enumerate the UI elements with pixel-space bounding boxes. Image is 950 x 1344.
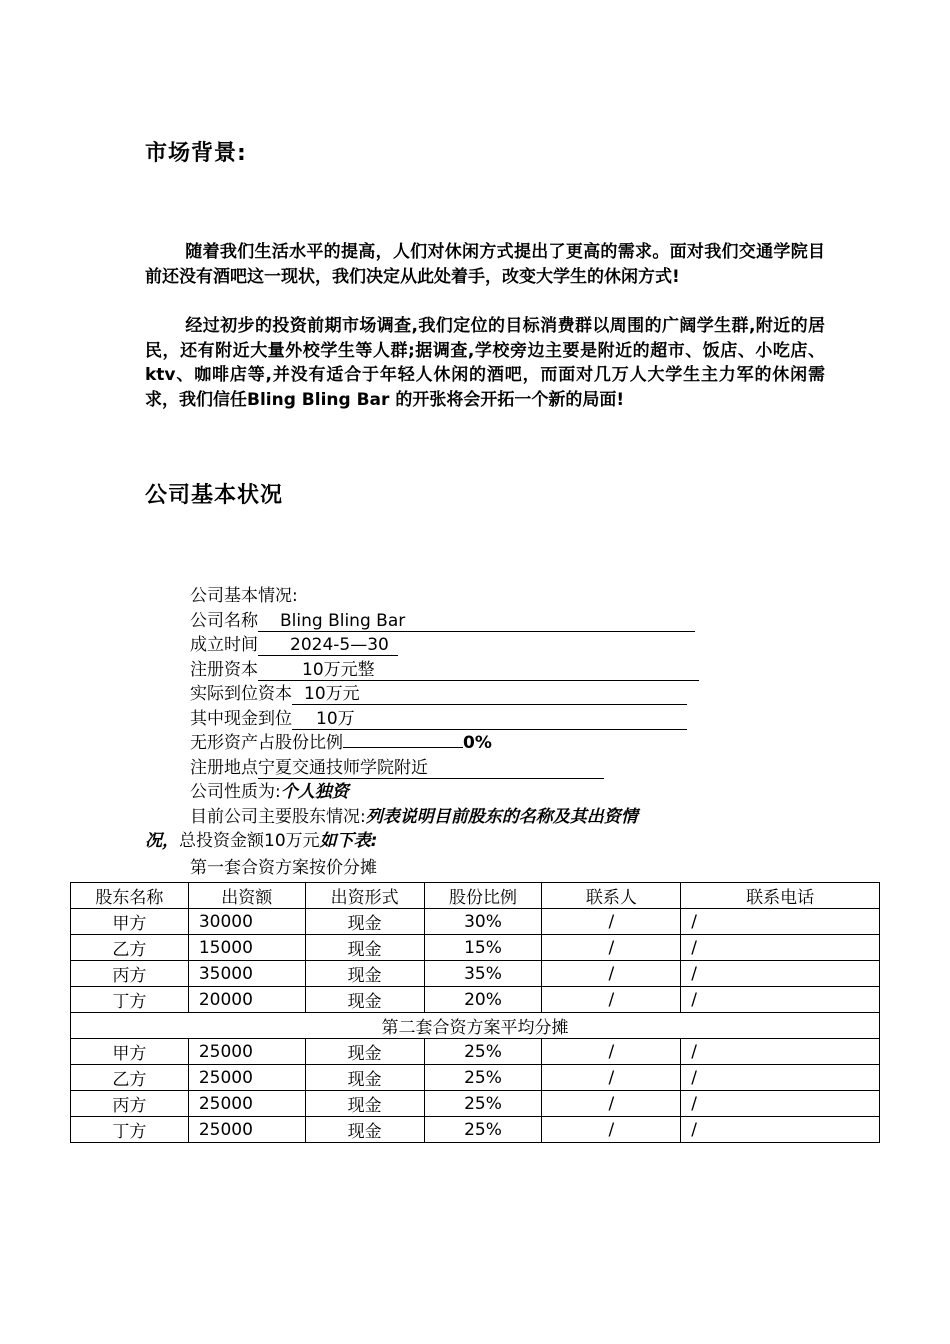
paid-in-capital-value: 10万元 (292, 684, 687, 705)
cell-form: 现金 (305, 909, 424, 935)
cell-shareholder: 甲方 (71, 909, 189, 935)
cell-contact: / (542, 1065, 681, 1091)
table-row (71, 1091, 880, 1117)
company-name-value: Bling Bling Bar (258, 611, 695, 632)
cell-share: 15% (424, 935, 542, 961)
cell-form: 现金 (305, 1065, 424, 1091)
cell-phone: / (681, 1039, 880, 1065)
table-row (71, 961, 880, 987)
header-amount: 出资额 (188, 883, 305, 909)
cell-contact: / (542, 961, 681, 987)
cell-form: 现金 (305, 987, 424, 1013)
cell-share: 25% (424, 1117, 542, 1143)
cell-share: 25% (424, 1039, 542, 1065)
cell-shareholder: 丁方 (71, 1117, 189, 1143)
company-name-label: 公司名称 (190, 610, 258, 631)
cell-contact: / (542, 987, 681, 1013)
header-contact: 联系人 (542, 883, 681, 909)
cell-shareholder: 甲方 (71, 1039, 189, 1065)
section-title-company: 公司基本状况 (145, 483, 284, 508)
cell-shareholder: 丁方 (71, 987, 189, 1013)
paragraph-1 (145, 240, 825, 289)
table-row (71, 1039, 880, 1065)
shareholders-desc-b-prefix: 况， (145, 831, 179, 851)
cell-form: 现金 (305, 935, 424, 961)
cell-amount: 25000 (188, 1117, 305, 1143)
cell-form: 现金 (305, 961, 424, 987)
cell-shareholder: 丙方 (71, 1091, 189, 1117)
cell-contact: / (542, 1039, 681, 1065)
cell-share: 30% (424, 909, 542, 935)
section-title-market: 市场背景: (145, 141, 247, 166)
founded-row (190, 633, 699, 658)
address-label: 注册地点 (190, 757, 258, 778)
plan2-title: 第二套合资方案平均分摊 (71, 1013, 880, 1039)
cell-contact: / (542, 1117, 681, 1143)
paragraph-1-text: 随着我们生活水平的提高，人们对休闲方式提出了更高的需求。面对我们交通学院目前还没有酒吧这一现状，我们决定从此处着手，改变大学生的休闲方式! (145, 242, 825, 287)
cell-amount: 20000 (188, 987, 305, 1013)
cell-form: 现金 (305, 1117, 424, 1143)
cell-share: 25% (424, 1065, 542, 1091)
info-heading: 公司基本情况: (190, 586, 298, 606)
plan2-title-row (71, 1013, 880, 1039)
intangible-value: 0% (463, 733, 492, 753)
cell-share: 20% (424, 987, 542, 1013)
cell-contact: / (542, 935, 681, 961)
header-shareholder: 股东名称 (71, 883, 189, 909)
founded-label: 成立时间 (190, 635, 258, 655)
shareholders-desc-b-suffix: 如下表: (319, 831, 378, 851)
intangible-row (190, 731, 699, 756)
cell-form: 现金 (305, 1039, 424, 1065)
shareholders-label: 目前公司主要股东情况: (190, 806, 366, 827)
cell-share: 35% (424, 961, 542, 987)
cell-amount: 25000 (188, 1091, 305, 1117)
registered-capital-value: 10万元整 (258, 660, 699, 681)
cash-paid-value: 10万 (292, 709, 687, 730)
cell-shareholder: 乙方 (71, 935, 189, 961)
cell-shareholder: 丙方 (71, 961, 189, 987)
cell-phone: / (681, 987, 880, 1013)
cell-amount: 25000 (188, 1065, 305, 1091)
paid-in-capital-label: 实际到位资本 (190, 684, 292, 704)
registered-capital-row (190, 658, 699, 683)
cell-form: 现金 (305, 1091, 424, 1117)
address-value: 宁夏交通技师学院附近 (258, 758, 604, 779)
shareholders-row (190, 805, 699, 830)
table-row (71, 935, 880, 961)
cash-paid-row (190, 707, 699, 732)
cell-amount: 35000 (188, 961, 305, 987)
table-header-row (71, 883, 880, 909)
cell-amount: 30000 (188, 909, 305, 935)
cell-phone: / (681, 961, 880, 987)
table-row (71, 1065, 880, 1091)
cell-share: 25% (424, 1091, 542, 1117)
header-form: 出资形式 (305, 883, 424, 909)
shareholder-table (70, 882, 880, 1143)
cell-amount: 25000 (188, 1039, 305, 1065)
company-info-block (190, 584, 699, 829)
cell-shareholder: 乙方 (71, 1065, 189, 1091)
cell-contact: / (542, 1091, 681, 1117)
cell-phone: / (681, 1091, 880, 1117)
nature-label: 公司性质为: (190, 782, 281, 802)
shareholders-desc-b-mid: 总投资金额10万元 (179, 831, 320, 851)
cell-phone: / (681, 1117, 880, 1143)
paragraph-2-text: 经过初步的投资前期市场调查,我们定位的目标消费群以周围的广阔学生群,附近的居民，还有附近大量外校学生等人群;据调查,学校旁边主要是附近的超市、饭店、小吃店、ktv、咖啡店等,并没有适合于年轻人休闲的酒吧，而面对几万人大学生主力军的休闲需求，我们信任Bling Bling Bar 的开张将会开拓一个新的局面! (145, 316, 825, 410)
nature-row (190, 780, 699, 805)
shareholders-desc-a: 列表说明目前股东的名称及其出资情 (365, 806, 638, 827)
paragraph-2 (145, 314, 825, 412)
table-row (71, 909, 880, 935)
shareholders-continuation (145, 829, 377, 854)
cell-amount: 15000 (188, 935, 305, 961)
company-name-row (190, 609, 699, 634)
cell-phone: / (681, 935, 880, 961)
header-share: 股份比例 (424, 883, 542, 909)
cell-phone: / (681, 1065, 880, 1091)
cell-phone: / (681, 909, 880, 935)
intangible-underline (343, 747, 463, 748)
plan1-title: 第一套合资方案按价分摊 (190, 858, 377, 878)
table-row (71, 1117, 880, 1143)
intangible-label: 无形资产占股份比例 (190, 733, 343, 753)
cash-paid-label: 其中现金到位 (190, 708, 292, 729)
registered-capital-label: 注册资本 (190, 659, 258, 680)
header-phone: 联系电话 (681, 883, 880, 909)
founded-value: 2024-5—30 (258, 635, 398, 656)
nature-value: 个人独资 (280, 782, 349, 802)
address-row (190, 756, 699, 781)
table-row (71, 987, 880, 1013)
paid-in-capital-row (190, 682, 699, 707)
cell-contact: / (542, 909, 681, 935)
